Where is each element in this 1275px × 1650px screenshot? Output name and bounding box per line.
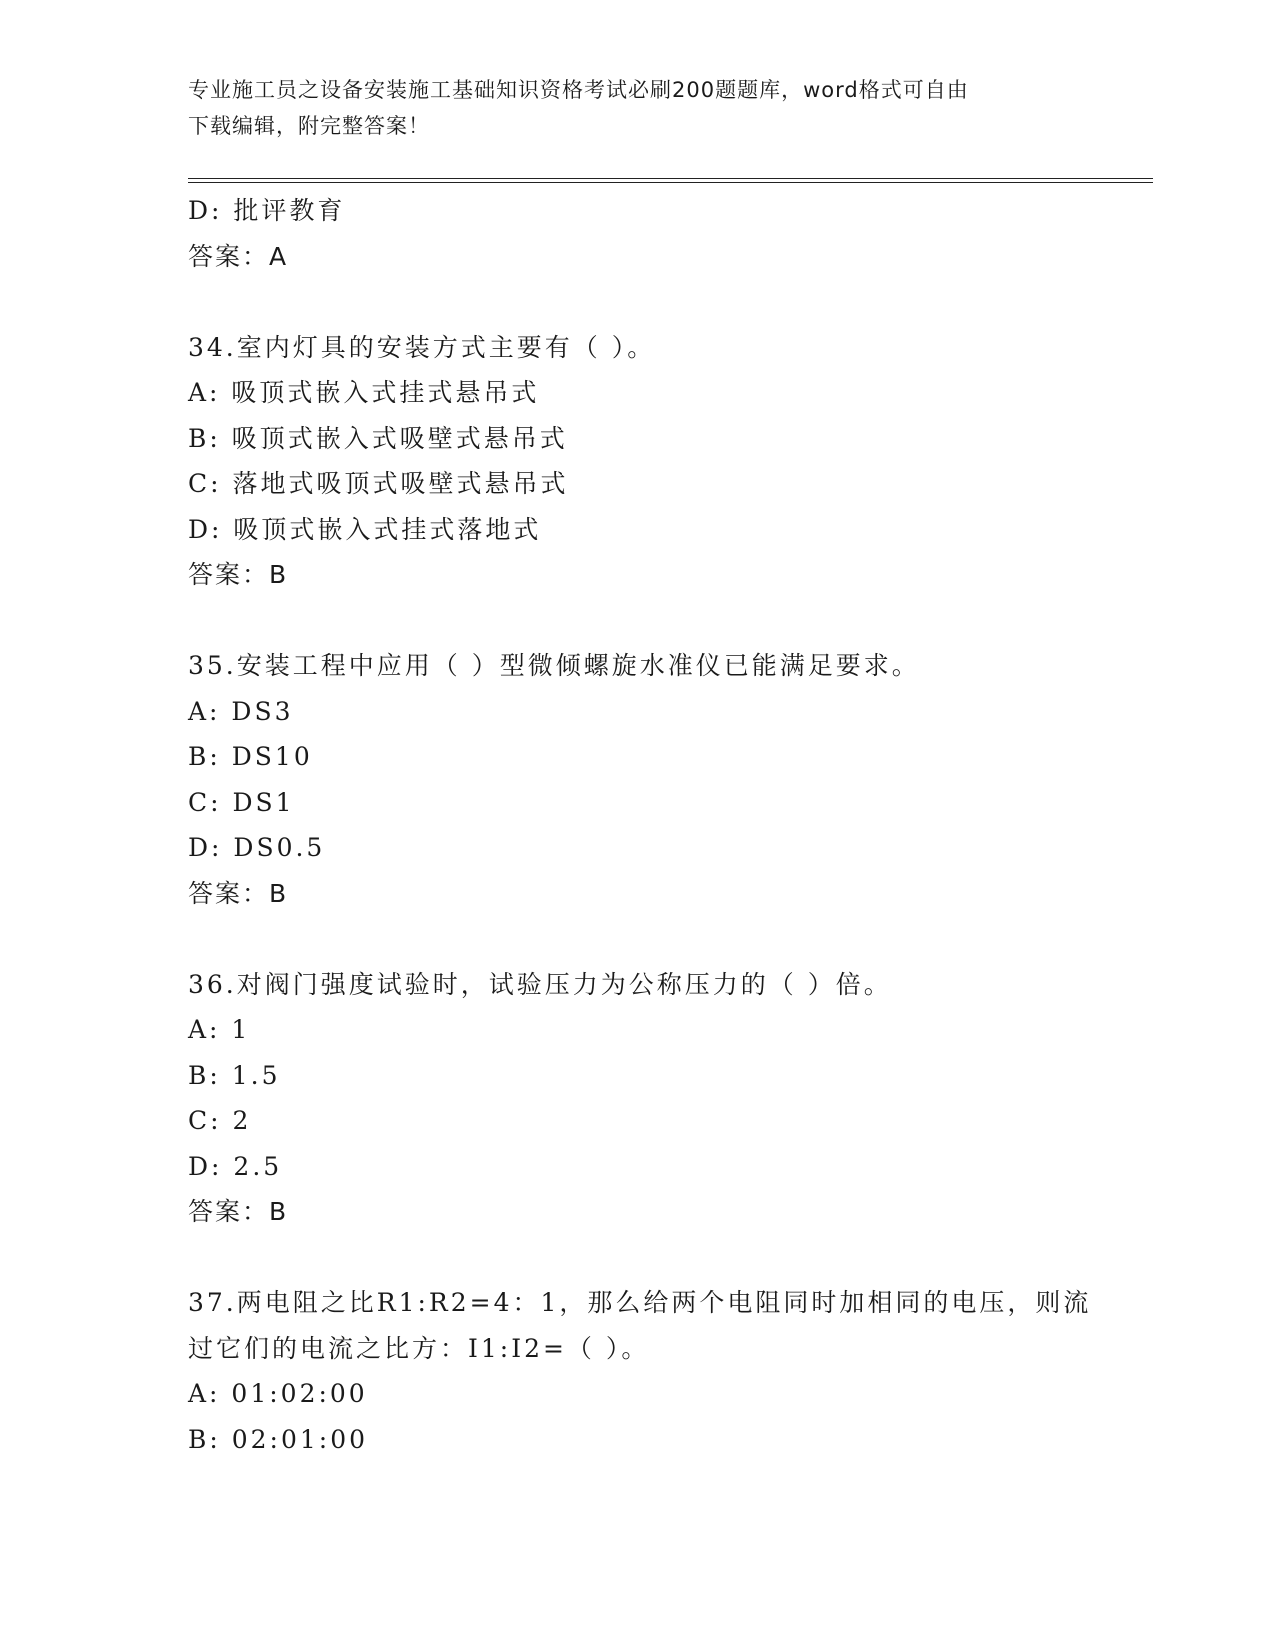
question-block-35 xyxy=(188,643,1128,916)
question-block-36 xyxy=(188,962,1128,1235)
option-a: A: 01:02:00 xyxy=(188,1379,368,1408)
question-stem: 34.室内灯具的安装方式主要有（ ）。 xyxy=(188,332,656,362)
question-stem-line-1: 37.两电阻之比R1:R2=4：1，那么给两个电阻同时加相同的电压，则流 xyxy=(188,1288,1092,1317)
option-d: D: 批评教育 xyxy=(188,196,346,225)
document-header xyxy=(188,72,1088,144)
question-stem: 36.对阀门强度试验时，试验压力为公称压力的（ ）倍。 xyxy=(188,969,892,999)
question-stem: 35.安装工程中应用（ ）型微倾螺旋水准仪已能满足要求。 xyxy=(188,651,920,680)
answer-line: 答案：B xyxy=(188,878,289,908)
option-b: B: DS10 xyxy=(188,742,313,771)
spacer xyxy=(188,279,1128,325)
spacer xyxy=(188,916,1128,962)
header-title-line-2: 下载编辑，附完整答案！ xyxy=(188,114,430,138)
question-block-37 xyxy=(188,1280,1128,1462)
option-c: C: 落地式吸顶式吸壁式悬吊式 xyxy=(188,469,569,498)
option-c: C: DS1 xyxy=(188,787,295,817)
option-a: A: 1 xyxy=(188,1015,251,1044)
answer-line: 答案：B xyxy=(188,560,289,589)
option-b: B: 吸顶式嵌入式吸壁式悬吊式 xyxy=(188,423,568,453)
question-block-34 xyxy=(188,325,1128,598)
option-d: D: DS0.5 xyxy=(188,833,326,862)
spacer xyxy=(188,1235,1128,1281)
answer-line: 答案：A xyxy=(188,241,289,271)
header-divider xyxy=(188,178,1153,183)
question-stem-line-2: 过它们的电流之比方：I1:I2=（ ）。 xyxy=(188,1333,650,1363)
option-d: D: 吸顶式嵌入式挂式落地式 xyxy=(188,514,542,544)
option-b: B: 1.5 xyxy=(188,1060,281,1090)
spacer xyxy=(188,598,1128,644)
answer-line: 答案：B xyxy=(188,1197,289,1226)
option-a: A: 吸顶式嵌入式挂式悬吊式 xyxy=(188,378,540,407)
option-d: D: 2.5 xyxy=(188,1151,283,1181)
header-title-line-1: 专业施工员之设备安装施工基础知识资格考试必刷200题题库，word格式可自由 xyxy=(188,78,969,102)
option-a: A: DS3 xyxy=(188,696,294,726)
question-list xyxy=(188,188,1128,1462)
option-c: C: 2 xyxy=(188,1106,252,1135)
option-b: B: 02:01:00 xyxy=(188,1424,369,1454)
